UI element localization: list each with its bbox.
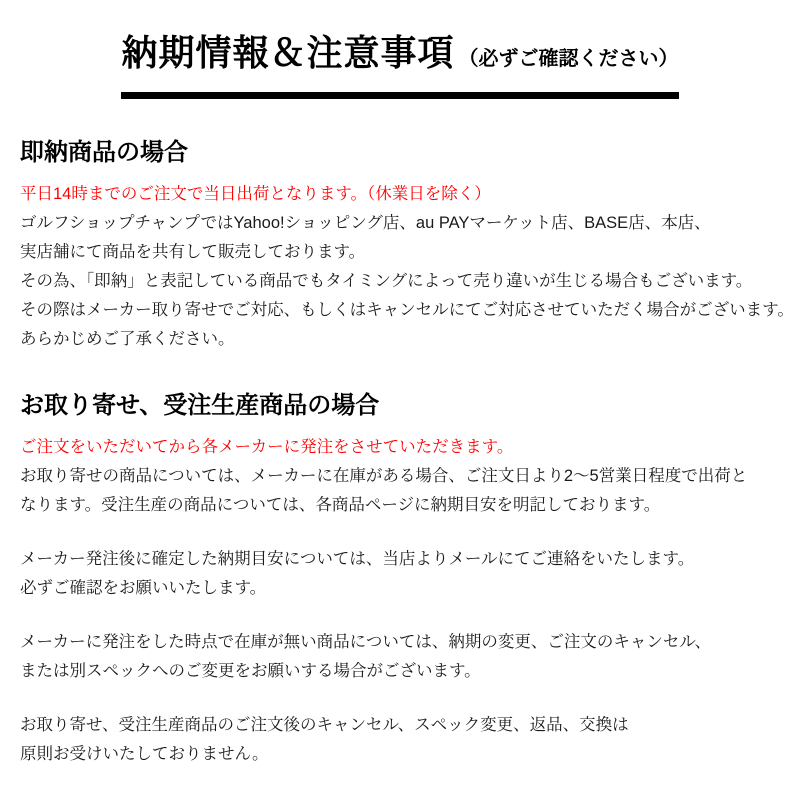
paragraph	[20, 711, 800, 769]
section-body-backorder	[20, 433, 800, 769]
paragraph-line: お取り寄せの商品については、メーカーに在庫がある場合、ご注文日より2〜5営業日程度で出荷と	[20, 467, 748, 485]
paragraph-line: 実店舗にて商品を共有して販売しております。	[20, 243, 366, 261]
paragraph-line: なります。受注生産の商品については、各商品ページに納期目安を明記しております。	[20, 496, 661, 514]
notice-same-day-shipping: 平日14時までのご注文で当日出荷となります。（休業日を除く）	[20, 185, 491, 203]
paragraph-line: 必ずご確認をお願いいたします。	[20, 579, 267, 597]
page-title: 納期情報＆注意事項	[121, 32, 455, 73]
notice-page	[0, 30, 800, 800]
paragraph-line: その為、「即納」と表記している商品でもタイミングによって売り違いが生じる場合もございます。	[20, 272, 753, 290]
title-line	[121, 30, 678, 84]
title-divider	[121, 92, 678, 99]
paragraph-line: メーカーに発注をした時点で在庫が無い商品については、納期の変更、ご注文のキャンセル、	[20, 633, 712, 651]
section-heading-immediate-delivery: 即納商品の場合	[20, 139, 188, 166]
notice-order-to-maker: ご注文をいただいてから各メーカーに発注をさせていただきます。	[20, 438, 514, 456]
paragraph-line: メーカー発注後に確定した納期目安については、当店よりメールにてご連絡をいたします。	[20, 550, 695, 568]
paragraph	[20, 545, 800, 603]
paragraph-line: または別スペックへのご変更をお願いする場合がございます。	[20, 662, 481, 680]
paragraph-line: その際はメーカー取り寄せでご対応、もしくはキャンセルにてご対応させていただく場合がございます。	[20, 301, 794, 319]
page-subtitle: （必ずご確認ください）	[458, 48, 679, 70]
title-block	[121, 30, 678, 99]
paragraph	[20, 462, 800, 520]
paragraph	[20, 209, 800, 354]
paragraph-line: あらかじめご了承ください。	[20, 330, 235, 348]
paragraph-line: ゴルフショップチャンプではYahoo!ショッピング店、au PAYマーケット店、BASE店、本店、	[20, 214, 711, 232]
section-body-immediate-delivery	[20, 180, 800, 354]
section-heading-backorder: お取り寄せ、受注生産商品の場合	[20, 392, 380, 419]
paragraph-line: 原則お受けいたしておりません。	[20, 745, 269, 763]
paragraph-line: お取り寄せ、受注生産商品のご注文後のキャンセル、スペック変更、返品、交換は	[20, 716, 629, 734]
paragraph	[20, 628, 800, 686]
